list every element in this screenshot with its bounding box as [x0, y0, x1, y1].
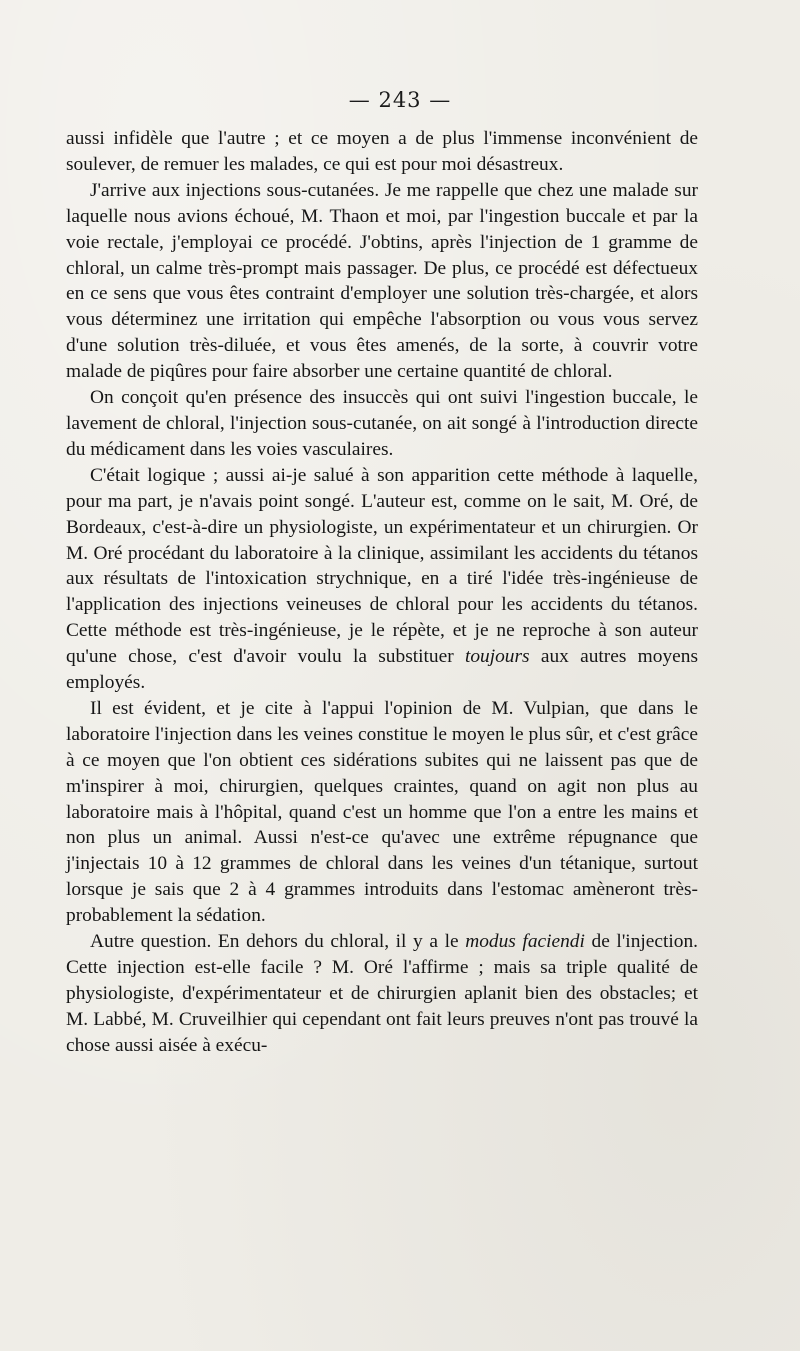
paragraph-text: aux autres moyens employés.	[66, 646, 698, 694]
paragraph-vulpian-opinion	[66, 696, 698, 929]
paragraph-text: On conçoit qu'en présence des insuccès qui ont suivi l'ingestion buccale, le lavement de chloral, l'injection sous-cutanée, on ait songé à l'introduction directe du médicament dans les voies vasculaires.	[66, 387, 698, 460]
page-number: — 243 —	[348, 88, 452, 112]
italic-emphasis: toujours	[464, 646, 530, 668]
paragraph-text: aussi infidèle que l'autre ; et ce moyen a de plus l'immense inconvénient de soulever, de remuer les malades, ce qui est pour moi désastreux.	[66, 128, 698, 175]
paragraph-subcutaneous-injections	[66, 178, 698, 385]
paragraph-continuation	[66, 126, 698, 178]
italic-emphasis: modus faciendi	[465, 931, 585, 953]
paragraph-text: Autre question. En dehors du chloral, il y a le	[90, 931, 466, 953]
paragraph-text: Il est évident, et je cite à l'appui l'opinion de M. Vulpian, que dans le laboratoire l'injection dans les veines constitue le moyen le plus sûr, et c'est grâce à ce moyen que l'on obtient ces sidérations subites qui ne laissent pas que de m'inspirer à moi, chirurgien, quelques craintes, quand on agit non plus au laboratoire mais à l'hôpital, quand c'est un homme que l'on a entre les mains et non plus un animal. Aussi n'est-ce qu'avec une extrême répugnance que j'injectais 10 à 12 grammes de chloral dans les veines d'un tétanique, surtout lorsque je sais que 2 à 4 grammes introduits dans l'estomac amèneront très-probablement la sédation.	[66, 697, 698, 927]
paragraph-text: J'arrive aux injections sous-cutanées. Je me rappelle que chez une malade sur laquelle nous avions échoué, M. Thaon et moi, par l'ingestion buccale et par la voie rectale, j'employai ce procédé. J'obtins, après l'injection de 1 gramme de chloral, un calme très-prompt mais passager. De plus, ce procédé est défectueux en ce sens que vous êtes contraint d'employer une solution très-chargée, et alors vous déterminez une irritation qui empêche l'absorption ou vous vous servez d'une solution très-diluée, et vous êtes amenés, de la sorte, à couvrir votre malade de piqûres pour faire absorber une certaine quantité de chloral.	[66, 179, 698, 383]
page-body	[66, 126, 698, 1059]
paragraph-ore-method	[66, 463, 698, 696]
paragraph-vascular-introduction	[66, 385, 698, 463]
paragraph-modus-faciendi	[66, 929, 698, 1059]
paragraph-text: C'était logique ; aussi ai-je salué à son apparition cette méthode à laquelle, pour ma part, je n'avais point songé. L'auteur est, comme on le sait, M. Oré, de Bordeaux, c'est-à-dire un physiologiste, un expérimentateur et un chirurgien. Or M. Oré procédant du laboratoire à la clinique, assimilant les accidents du tétanos aux résultats de l'intoxication strychnique, en a tiré l'idée très-ingénieuse de l'application des injections veineuses de chloral pour les accidents du tétanos. Cette méthode est très-ingénieuse, je le répète, et je ne reproche à son auteur qu'une chose, c'est d'avoir voulu la substituer	[66, 464, 698, 668]
paragraph-text: de l'injection. Cette injection est-elle facile ? M. Oré l'affirme ; mais sa triple qualité de physiologiste, d'expérimentateur et de chirurgien aplanit bien des obstacles; et M. Labbé, M. Cruveilhier qui cependant ont fait leurs preuves n'ont pas trouvé la chose aussi aisée à exécu-	[66, 931, 699, 1056]
